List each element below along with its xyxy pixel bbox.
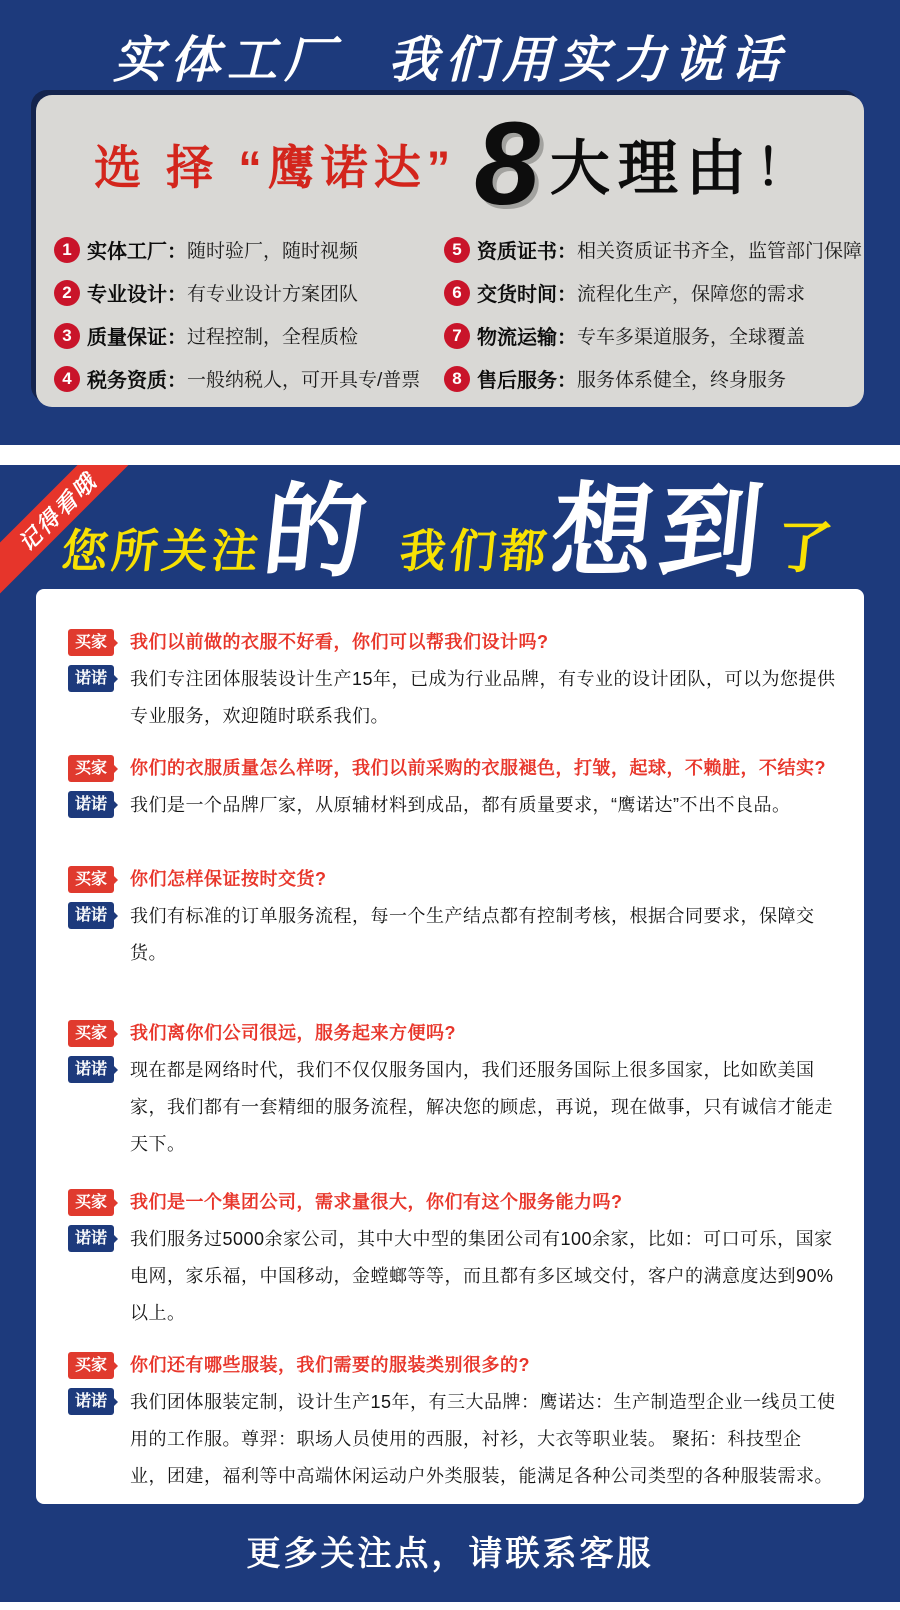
answer-row (68, 1225, 836, 1332)
question-text: 我们离你们公司很远，服务起来方便吗? (130, 1023, 456, 1043)
headline-seg-de: 的 (257, 475, 378, 589)
reason-label: 实体工厂： (87, 241, 187, 263)
reason-item (444, 235, 863, 264)
qa-pair (68, 1189, 836, 1332)
question-text: 你们还有哪些服装，我们需要的服装类别很多的? (130, 1355, 530, 1375)
footer-note: 更多关注点，请联系客服 (246, 1535, 654, 1573)
answer-text: 我们是一个品牌厂家，从原辅材料到成品，都有质量要求，“鹰诺达”不出不良品。 (130, 795, 791, 815)
number-badge: 6 (444, 280, 470, 306)
buyer-tag: 买家 (68, 1020, 114, 1047)
number-badge: 8 (444, 366, 470, 392)
answer-text: 现在都是网络时代，我们不仅仅服务国内，我们还服务国际上很多国家，比如欧美国家，我们都有一套精细的服务流程，解决您的顾虑，再说，现在做事，只有诚信才能走天下。 (130, 1060, 833, 1154)
answer-text: 我们团体服装定制，设计生产15年，有三大品牌：鹰诺达：生产制造型企业一线员工使用的工作服。尊羿：职场人员使用的西服，衬衫，大衣等职业装。 聚拓：科技型企业，团建，福利等中高端休闲运动户外类服装，能满足各种公司类型的各种服装需求。 (130, 1392, 836, 1486)
reason-item (54, 278, 444, 307)
question-text: 你们怎样保证按时交货? (130, 869, 327, 889)
question-row (68, 1189, 836, 1216)
top-headline: 实体工厂 我们用实力说话 (113, 32, 787, 88)
number-badge: 7 (444, 323, 470, 349)
box-title-suffix: 大理由 (549, 135, 754, 202)
buyer-tag: 买家 (68, 866, 114, 893)
box-title-big-number: 8 (474, 98, 540, 230)
number-badge: 5 (444, 237, 470, 263)
reason-label: 交货时间： (477, 284, 577, 306)
reasons-column-left (54, 235, 444, 407)
answer-text: 我们专注团体服装设计生产15年，已成为行业品牌，有专业的设计团队，可以为您提供专业服务，欢迎随时联系我们。 (130, 669, 836, 726)
headline-seg-think: 想到 (545, 475, 774, 589)
reasons-box-title (36, 98, 864, 230)
question-row (68, 755, 836, 782)
reason-text: 专车多渠道服务，全球覆盖 (577, 327, 806, 348)
headline-seg-we: 我们都 (397, 525, 553, 577)
reason-text: 过程控制，全程质检 (187, 327, 359, 348)
reasons-box (36, 95, 864, 407)
seller-tag: 诺诺 (68, 791, 114, 818)
question-row (68, 866, 836, 893)
question-text: 我们以前做的衣服不好看，你们可以帮我们设计吗? (130, 632, 549, 652)
reason-item (444, 364, 854, 393)
answer-text: 我们服务过5000余家公司，其中大中型的集团公司有100余家，比如：可口可乐，国家电网，家乐福，中国移动，金螳螂等等，而且都有多区域交付，客户的满意度达到90%以上。 (130, 1229, 834, 1323)
answer-row (68, 791, 836, 824)
buyer-tag: 买家 (68, 629, 114, 656)
reason-text: 随时验厂，随时视频 (187, 241, 359, 262)
qa-pair (68, 629, 836, 735)
qa-pair (68, 1352, 836, 1495)
reason-text: 有专业设计方案团队 (187, 284, 359, 305)
question-row (68, 629, 836, 656)
qa-panel (36, 589, 864, 1504)
bottom-margin (0, 1602, 900, 1610)
reason-label: 物流运输： (477, 327, 577, 349)
reason-label: 资质证书： (477, 241, 577, 263)
question-row (68, 1020, 836, 1047)
seller-tag: 诺诺 (68, 665, 114, 692)
qa-pair (68, 1020, 836, 1163)
question-text: 你们的衣服质量怎么样呀，我们以前采购的衣服褪色，打皱，起球，不赖脏，不结实? (130, 758, 826, 778)
buyer-tag: 买家 (68, 1352, 114, 1379)
box-title-exclamation: ！ (755, 140, 806, 196)
section-divider (0, 445, 900, 465)
corner-ribbon: 记得看哦 (0, 465, 151, 605)
qa-section-headline (0, 465, 900, 589)
seller-tag: 诺诺 (68, 902, 114, 929)
question-text: 我们是一个集团公司，需求量很大，你们有这个服务能力吗? (130, 1192, 623, 1212)
number-badge: 4 (54, 366, 80, 392)
buyer-tag: 买家 (68, 755, 114, 782)
number-badge: 2 (54, 280, 80, 306)
qa-pair (68, 866, 836, 972)
box-title-brand-text: 选 择 “鹰诺达” (94, 140, 457, 194)
reason-item (444, 278, 854, 307)
reason-text: 流程化生产，保障您的需求 (577, 284, 806, 305)
seller-tag: 诺诺 (68, 1056, 114, 1083)
answer-text: 我们有标准的订单服务流程，每一个生产结点都有控制考核，根据合同要求，保障交货。 (130, 906, 815, 963)
seller-tag: 诺诺 (68, 1388, 114, 1415)
question-row (68, 1352, 836, 1379)
reason-item (54, 321, 444, 350)
qa-pair (68, 755, 836, 824)
reason-label: 售后服务： (477, 370, 577, 392)
number-badge: 3 (54, 323, 80, 349)
headline-seg-care: 您所关注 (59, 525, 265, 577)
reason-label: 专业设计： (87, 284, 187, 306)
reason-label: 质量保证： (87, 327, 187, 349)
answer-row (68, 665, 836, 735)
answer-row (68, 1056, 836, 1163)
top-section (0, 0, 900, 445)
answer-row (68, 1388, 836, 1495)
reason-label: 税务资质： (87, 370, 187, 392)
headline-seg-le: 了 (773, 516, 836, 579)
qa-section (0, 465, 900, 1602)
buyer-tag: 买家 (68, 1189, 114, 1216)
reasons-column-right (444, 235, 863, 407)
reason-item (54, 235, 444, 264)
answer-row (68, 902, 836, 972)
reason-text: 相关资质证书齐全，监管部门保障 (577, 241, 863, 262)
reason-text: 一般纳税人，可开具专/普票 (187, 370, 421, 391)
reason-text: 服务体系健全，终身服务 (577, 370, 787, 391)
reason-item (444, 321, 854, 350)
reason-item (54, 364, 444, 393)
reasons-list (36, 219, 864, 407)
seller-tag: 诺诺 (68, 1225, 114, 1252)
number-badge: 1 (54, 237, 80, 263)
